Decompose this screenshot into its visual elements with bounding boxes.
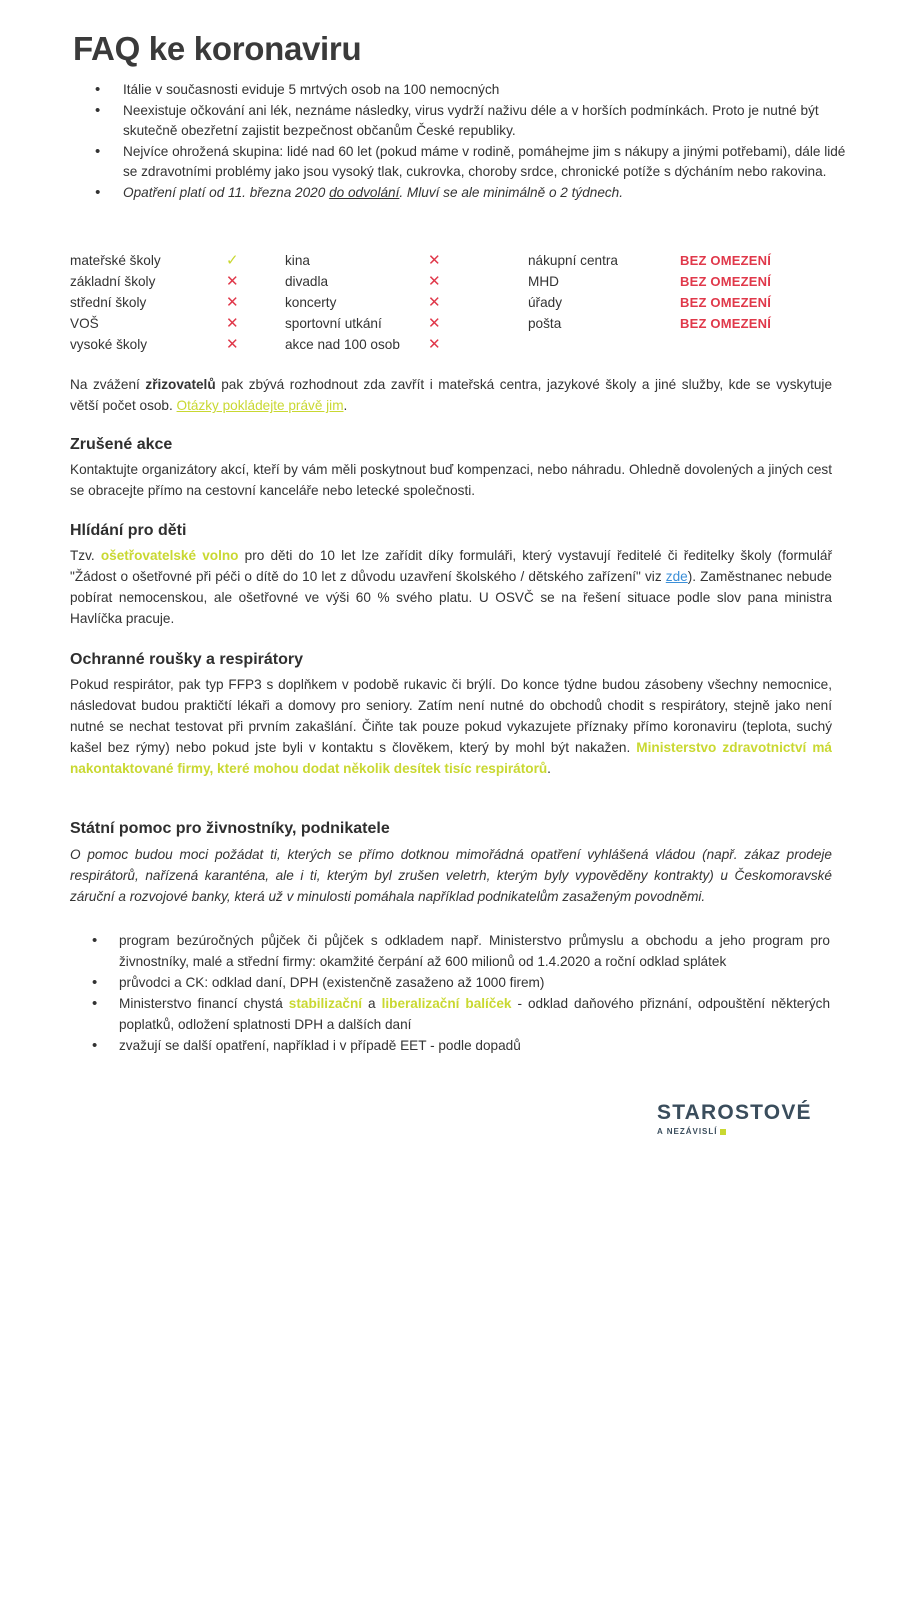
founders-paragraph: Na zvážení zřizovatelů pak zbývá rozhodnout zda zavřít i mateřská centra, jazykové školy a jiné služby, kde se vyskytuje větší počet osob. Otázky pokládejte právě jim. xyxy=(70,377,832,413)
status-row: VOŠ ✕ xyxy=(70,315,239,332)
intro-bullet: • Nejvíce ohrožená skupina: lidé nad 60 let (pokud máme v rodině, pomáhejme jim s nákupy a jinými potřebami), dále lidé se zdravotními problémy jako jsou vysoký tlak, cukrovka, choroby srdce, chronické potíže s dýcháním nebo rakovina. xyxy=(92,142,852,183)
cross-icon: ✕ xyxy=(226,315,239,332)
cross-icon: ✕ xyxy=(428,315,441,332)
status-row: akce nad 100 osob ✕ xyxy=(285,336,441,353)
status-row: kina ✕ xyxy=(285,252,441,269)
cancelled-paragraph: Kontaktujte organizátory akcí, kteří by vám měli poskytnout buď kompenzaci, nebo náhradu. Ohledně dovolených a jiných cest se obracejte přímo na cestovní kanceláře nebo letecké společnosti. xyxy=(70,462,832,498)
party-logo xyxy=(657,1101,812,1136)
status-row: MHD BEZ OMEZENÍ xyxy=(528,271,810,292)
schools-column xyxy=(70,250,270,355)
business-bullet: • průvodci a CK: odklad daní, DPH (existenčně zasaženo až 1000 firem) xyxy=(88,972,830,993)
intro-bullet-list xyxy=(92,80,852,203)
logo-main-text: STAROSTOVÉ xyxy=(657,1101,812,1124)
status-row: sportovní utkání ✕ xyxy=(285,315,441,332)
cross-icon: ✕ xyxy=(428,252,441,269)
measure-bullet: • Opatření platí od 11. března 2020 do odvolání. Mluví se ale minimálně o 2 týdnech. xyxy=(92,183,852,204)
business-bullet: • program bezúročných půjček či půjček s odkladem např. Ministerstvo průmyslu a obchodu a jeho program pro živnostníky, malé a střední firmy: okamžité čerpání až 600 milionů od 1.4.2020 a roční odklad splátek xyxy=(88,930,830,972)
until-revoked-text: do odvolání xyxy=(329,184,400,200)
no-restriction-badge: BEZ OMEZENÍ xyxy=(680,295,772,310)
status-row: divadla ✕ xyxy=(285,273,441,290)
status-row: úřady BEZ OMEZENÍ xyxy=(528,292,810,313)
cross-icon: ✕ xyxy=(428,273,441,290)
status-row: koncerty ✕ xyxy=(285,294,441,311)
status-row: vysoké školy ✕ xyxy=(70,336,239,353)
no-restriction-badge: BEZ OMEZENÍ xyxy=(680,274,772,289)
services-column xyxy=(528,250,810,334)
masks-heading: Ochranné roušky a respirátory xyxy=(70,651,303,668)
check-icon: ✓ xyxy=(226,252,239,269)
masks-paragraph: Pokud respirátor, pak typ FFP3 s doplňkem v podobě rukavic či brýlí. Do konce týdne budou zásobeny všechny nemocnice, následovat budou praktičtí lékaři a domovy pro seniory. Zatím není nutné do obchodů chodit s respirátory, stejně jako není nutné se nechat testovat při prvním zakašlání. Čiňte tak pouze pokud vykazujete příznaky přímo koronaviru (teplota, suchý kašel bez rýmy) nebo pokud jste byli v kontaktu s člověkem, který by mohl být nakažen. Ministerstvo zdravotnictví má nakontaktované firmy, které mohou dodat několik desítek tisíc respirátorů. xyxy=(70,677,832,776)
page-title: FAQ ke koronaviru xyxy=(73,30,362,67)
business-bullet: • Ministerstvo financí chystá stabilizační a liberalizační balíček - odklad daňového přiznání, odpouštění některých poplatků, odložení splatnosti DPH a dalších daní xyxy=(88,993,830,1035)
logo-sub-text: A NEZÁVISLÍ xyxy=(657,1127,718,1136)
cross-icon: ✕ xyxy=(428,336,441,353)
cancelled-heading: Zrušené akce xyxy=(70,436,173,453)
no-restriction-badge: BEZ OMEZENÍ xyxy=(680,253,772,268)
cross-icon: ✕ xyxy=(226,273,239,290)
business-bullet: • zvažují se další opatření, například i v případě EET - podle dopadů xyxy=(88,1035,830,1056)
care-leave-highlight: ošetřovatelské volno xyxy=(100,548,239,563)
business-intro: O pomoc budou moci požádat ti, kterých se přímo dotknou mimořádná opatření vyhlášená vládou (např. zákaz prodeje respirátorů, nařízená karanténa, ale i ti, kterým byl zrušen veletrh, kterým byly vypověděny kontrakty) u Českomoravské záruční a rozvojové banky, která už v minulosti pomáhala například podnikatelům zasaženým povodněmi. xyxy=(70,847,832,904)
ministry-highlight: Ministerstvo zdravotnictví má nakontaktované firmy, které mohou dodat několik desítek tisíc respirátorů xyxy=(70,740,832,776)
childcare-paragraph: Tzv. ošetřovatelské volno pro děti do 10 let lze zařídit díky formuláři, který vystavují ředitelé či ředitelky školy (formulář "Žádost o ošetřovné při péči o dítě do 10 let z důvodu uzavření školského / dětského zařízení" viz zde). Zaměstnanec nebude pobírat nemocenskou, ale ošetřovné ve výši 60 % svého platu. U OSVČ se na řešení situace podle slov pana ministra Havlíčka pracuje. xyxy=(70,548,832,626)
business-heading: Státní pomoc pro živnostníky, podnikatele xyxy=(70,820,390,837)
stabilization-highlight: stabilizační xyxy=(288,996,363,1011)
intro-bullet: • Neexistuje očkování ani lék, neznáme následky, virus vydrží naživu déle a v horších podmínkách. Proto je nutné být skutečně obezřetní zajistit bezpečnost občanům České republiky. xyxy=(92,101,852,142)
status-row: základní školy ✕ xyxy=(70,273,239,290)
intro-bullet: • Itálie v současnosti eviduje 5 mrtvých osob na 100 nemocných xyxy=(92,80,852,101)
ask-them-link[interactable]: Otázky pokládejte právě jim xyxy=(176,398,344,413)
status-row: pošta BEZ OMEZENÍ xyxy=(528,313,810,334)
logo-dot-icon xyxy=(720,1129,726,1135)
status-row: nákupní centra BEZ OMEZENÍ xyxy=(528,250,810,271)
cross-icon: ✕ xyxy=(226,336,239,353)
business-bullet-list xyxy=(88,930,830,1056)
cross-icon: ✕ xyxy=(428,294,441,311)
form-link[interactable]: zde xyxy=(665,569,688,584)
cross-icon: ✕ xyxy=(226,294,239,311)
status-row: střední školy ✕ xyxy=(70,294,239,311)
events-column xyxy=(285,250,465,355)
liberalization-highlight: liberalizační balíček xyxy=(381,996,512,1011)
no-restriction-badge: BEZ OMEZENÍ xyxy=(680,316,772,331)
childcare-heading: Hlídání pro děti xyxy=(70,522,187,539)
status-row: mateřské školy ✓ xyxy=(70,252,239,269)
